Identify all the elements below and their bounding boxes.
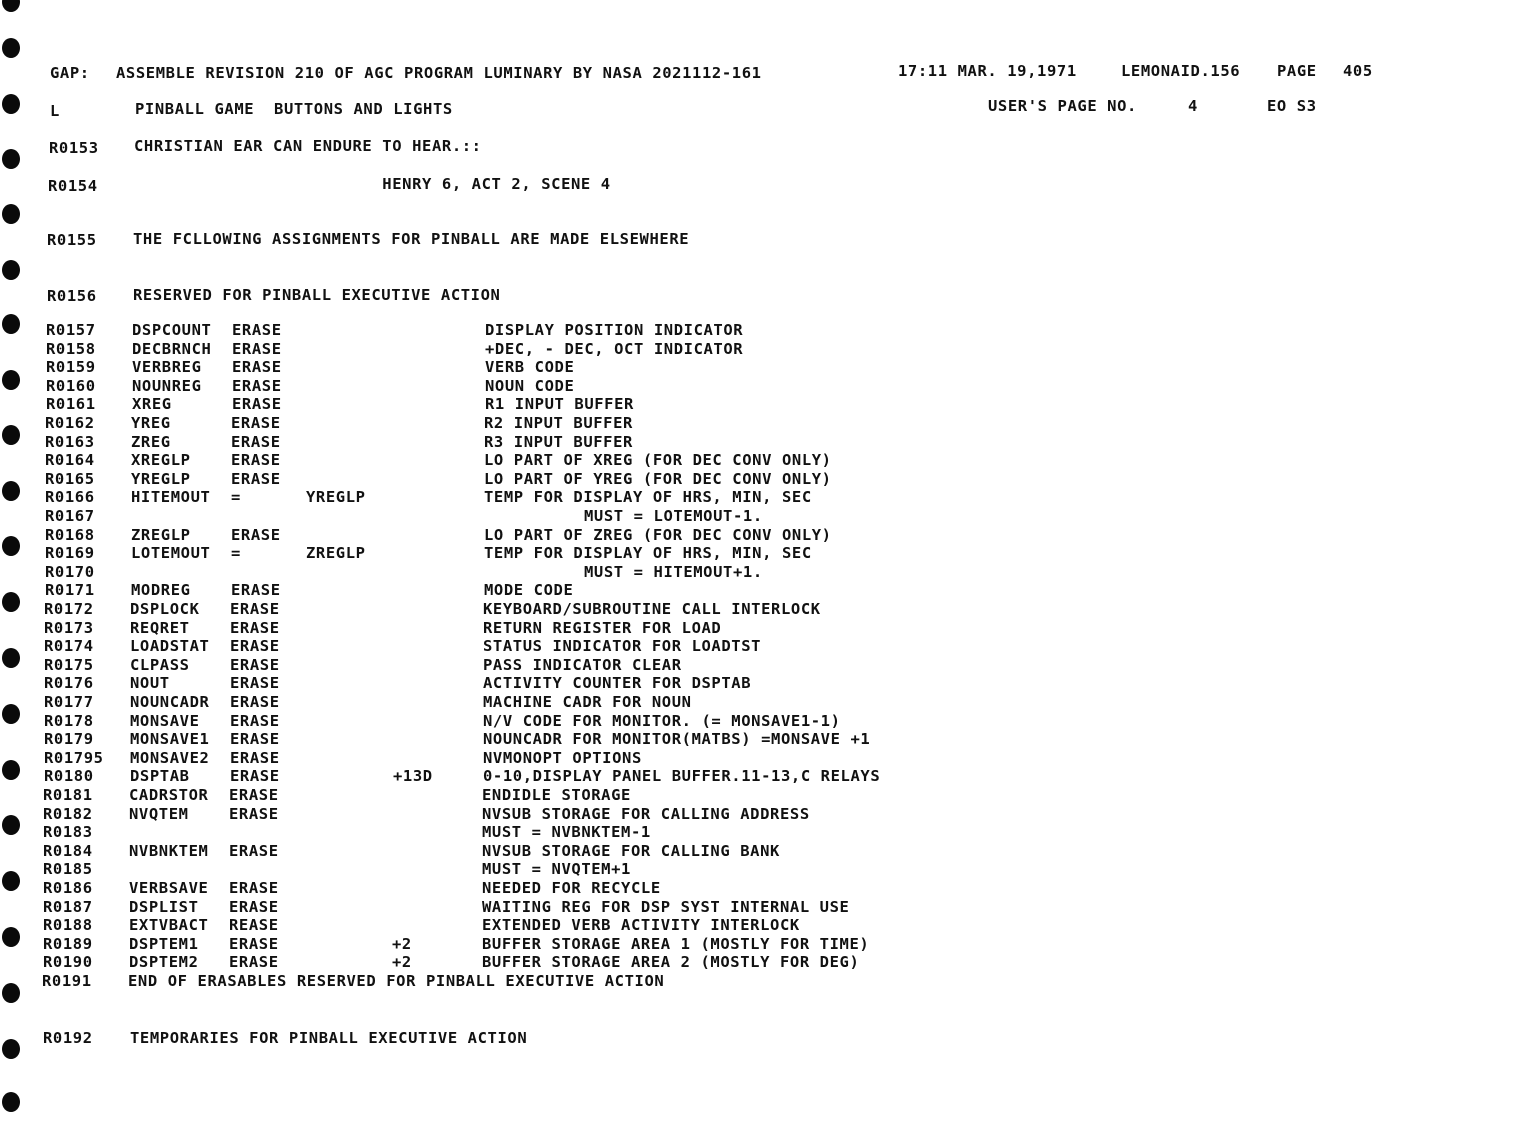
row-comment: MUST = NVQTEM+1 xyxy=(482,860,631,879)
header-log-letter: L xyxy=(50,102,60,120)
row-op: ERASE xyxy=(229,897,279,916)
row-label: NOUNREG xyxy=(132,376,202,395)
row-seq: R0166 xyxy=(45,488,95,507)
row-label: YREGLP xyxy=(131,469,191,488)
row-label: NOUNCADR xyxy=(130,693,210,711)
header-eo: EO S3 xyxy=(1267,97,1317,115)
row-comment: KEYBOARD/SUBROUTINE CALL INTERLOCK xyxy=(483,600,821,618)
header-file: LEMONAID.156 xyxy=(1121,62,1241,80)
row-seq: R0161 xyxy=(46,395,96,414)
row-comment: TEMP FOR DISPLAY OF HRS, MIN, SEC xyxy=(484,544,812,563)
tractor-feed-hole xyxy=(2,648,20,668)
row-comment: ENDIDLE STORAGE xyxy=(482,786,631,804)
row-seq: R0158 xyxy=(46,339,96,358)
intro-text: HENRY 6, ACT 2, SCENE 4 xyxy=(134,175,611,193)
row-comment: BUFFER STORAGE AREA 1 (MOSTLY FOR TIME) xyxy=(482,934,870,953)
row-seq: R0191 xyxy=(42,972,92,990)
tractor-feed-hole xyxy=(2,983,20,1003)
row-seq: R0181 xyxy=(43,786,93,804)
row-op: ERASE xyxy=(229,934,279,953)
row-seq: R0171 xyxy=(45,581,95,600)
row-label: EXTVBACT xyxy=(129,916,209,935)
row-label: LOADSTAT xyxy=(130,637,210,656)
tractor-feed-hole xyxy=(2,0,20,12)
row-seq: R0186 xyxy=(43,879,93,897)
row-op: ERASE xyxy=(232,321,282,339)
tractor-feed-hole xyxy=(2,425,20,445)
row-op: ERASE xyxy=(230,655,280,674)
row-seq: R0189 xyxy=(43,934,93,953)
row-comment: BUFFER STORAGE AREA 2 (MOSTLY FOR DEG) xyxy=(482,953,860,972)
row-label: NOUT xyxy=(130,674,170,693)
row-op: ERASE xyxy=(230,767,280,786)
tractor-feed-hole xyxy=(2,481,20,501)
row-seq: R0188 xyxy=(43,916,93,935)
row-seq: R01795 xyxy=(44,748,104,767)
row-op: ERASE xyxy=(230,748,280,767)
row-seq: R0185 xyxy=(43,860,93,879)
row-seq: R0178 xyxy=(44,711,94,730)
row-op: ERASE xyxy=(230,730,280,749)
row-comment: LO PART OF ZREG (FOR DEC CONV ONLY) xyxy=(484,525,832,544)
row-comment: LO PART OF XREG (FOR DEC CONV ONLY) xyxy=(484,451,832,470)
tractor-feed-hole xyxy=(2,815,20,835)
tractor-feed-hole xyxy=(2,760,20,780)
row-seq: R0174 xyxy=(44,637,94,656)
tractor-feed-hole xyxy=(2,94,20,114)
row-comment: MACHINE CADR FOR NOUN xyxy=(483,693,692,711)
row-comment: R3 INPUT BUFFER xyxy=(484,432,633,451)
row-op: ERASE xyxy=(230,711,280,730)
intro-seq: R0155 xyxy=(47,231,97,249)
tractor-feed-hole xyxy=(2,1039,20,1059)
tractor-feed-hole xyxy=(2,536,20,556)
row-seq: R0164 xyxy=(45,451,95,470)
row-seq: R0169 xyxy=(45,544,95,563)
row-label: DSPLIST xyxy=(129,897,199,916)
row-seq: R0167 xyxy=(45,507,95,525)
row-label: REQRET xyxy=(130,618,190,637)
tractor-feed-hole xyxy=(2,592,20,612)
row-comment: NVSUB STORAGE FOR CALLING ADDRESS xyxy=(482,804,810,823)
row-comment-continued: MUST = HITEMOUT+1. xyxy=(584,562,763,581)
row-comment: NVSUB STORAGE FOR CALLING BANK xyxy=(482,841,780,860)
row-op: ERASE xyxy=(230,600,280,618)
row-count: +2 xyxy=(392,953,412,972)
intro-seq: R0154 xyxy=(48,177,98,195)
row-op: ERASE xyxy=(231,414,281,432)
row-seq: R0172 xyxy=(44,600,94,618)
tractor-feed-hole xyxy=(2,149,20,169)
row-label: NVBNKTEM xyxy=(129,841,209,860)
tractor-feed-hole xyxy=(2,260,20,280)
header-users-page-number: 4 xyxy=(1188,97,1198,115)
header-page-label: PAGE xyxy=(1277,62,1317,80)
row-comment: VERB CODE xyxy=(485,358,575,377)
header-page-number: 405 xyxy=(1343,62,1373,80)
row-op: ERASE xyxy=(229,953,279,972)
outro-text: TEMPORARIES FOR PINBALL EXECUTIVE ACTION xyxy=(130,1029,528,1047)
row-comment: DISPLAY POSITION INDICATOR xyxy=(485,321,744,339)
row-comment: NOUN CODE xyxy=(485,376,575,395)
row-seq: R0173 xyxy=(44,618,94,637)
intro-text: CHRISTIAN EAR CAN ENDURE TO HEAR.:: xyxy=(134,137,482,155)
row-op: ERASE xyxy=(230,674,280,693)
row-seq: R0162 xyxy=(45,414,95,432)
row-comment-continued: MUST = LOTEMOUT-1. xyxy=(584,507,763,525)
row-op: ERASE xyxy=(231,451,281,470)
row-seq: R0177 xyxy=(44,693,94,711)
row-label: NVQTEM xyxy=(129,804,189,823)
intro-text: RESERVED FOR PINBALL EXECUTIVE ACTION xyxy=(133,286,501,304)
row-seq: R0163 xyxy=(45,432,95,451)
row-arg: ZREGLP xyxy=(306,544,366,563)
intro-text: THE FCLLOWING ASSIGNMENTS FOR PINBALL ARE MADE ELSEWHERE xyxy=(133,230,690,248)
tractor-feed-hole xyxy=(2,204,20,224)
row-op: ERASE xyxy=(231,432,281,451)
row-label: YREG xyxy=(131,414,171,432)
row-comment: 0-10,DISPLAY PANEL BUFFER.11-13,C RELAYS xyxy=(483,767,881,786)
tractor-feed-hole xyxy=(2,927,20,947)
row-op: ERASE xyxy=(232,376,282,395)
header-datetime: 17:11 MAR. 19,1971 xyxy=(898,62,1077,80)
row-label: DSPTAB xyxy=(130,767,190,786)
row-label: XREGLP xyxy=(131,451,191,470)
row-op: ERASE xyxy=(231,525,281,544)
row-comment: ACTIVITY COUNTER FOR DSPTAB xyxy=(483,674,752,693)
row-op: = xyxy=(231,544,241,563)
row-comment: +DEC, - DEC, OCT INDICATOR xyxy=(485,339,744,358)
row-comment: NOUNCADR FOR MONITOR(MATBS) =MONSAVE +1 xyxy=(483,730,871,749)
row-op: ERASE xyxy=(231,469,281,488)
row-seq: R0159 xyxy=(46,358,96,377)
row-label: ZREGLP xyxy=(131,525,191,544)
row-op: ERASE xyxy=(232,358,282,377)
row-comment: MUST = NVBNKTEM-1 xyxy=(482,823,651,842)
tractor-feed-hole xyxy=(2,38,20,58)
row-label: CLPASS xyxy=(130,655,190,674)
row-seq: R0187 xyxy=(43,897,93,916)
row-seq: R0184 xyxy=(43,841,93,860)
row-seq: R0175 xyxy=(44,655,94,674)
row-op: ERASE xyxy=(229,879,279,897)
intro-seq: R0153 xyxy=(49,139,99,157)
row-op: ERASE xyxy=(230,693,280,711)
row-seq: R0182 xyxy=(43,804,93,823)
row-label: VERBREG xyxy=(132,358,202,377)
row-label: VERBSAVE xyxy=(129,879,209,897)
row-label: DSPCOUNT xyxy=(132,321,212,339)
row-comment: TEMP FOR DISPLAY OF HRS, MIN, SEC xyxy=(484,488,812,507)
row-comment: R2 INPUT BUFFER xyxy=(484,414,633,432)
row-op: ERASE xyxy=(231,581,281,600)
row-count: +13D xyxy=(393,767,433,786)
row-comment: N/V CODE FOR MONITOR. (= MONSAVE1-1) xyxy=(483,711,841,730)
row-label: DSPTEM1 xyxy=(129,934,199,953)
row-label: CADRSTOR xyxy=(129,786,209,804)
row-comment: STATUS INDICATOR FOR LOADTST xyxy=(483,637,762,656)
intro-seq: R0156 xyxy=(47,287,97,305)
row-label: MODREG xyxy=(131,581,191,600)
row-label: ZREG xyxy=(131,432,171,451)
row-op: ERASE xyxy=(230,618,280,637)
row-comment: LO PART OF YREG (FOR DEC CONV ONLY) xyxy=(484,469,832,488)
row-seq: R0179 xyxy=(44,730,94,749)
row-label: MONSAVE xyxy=(130,711,200,730)
tractor-feed-hole xyxy=(2,704,20,724)
row-comment: PASS INDICATOR CLEAR xyxy=(483,655,682,674)
row-comment: EXTENDED VERB ACTIVITY INTERLOCK xyxy=(482,916,800,935)
tractor-feed-hole xyxy=(2,1092,20,1112)
row-comment: NEEDED FOR RECYCLE xyxy=(482,879,661,897)
row-seq: R0157 xyxy=(46,321,96,339)
row-op: ERASE xyxy=(232,395,282,414)
row-seq: R0170 xyxy=(45,562,95,581)
row-label: MONSAVE2 xyxy=(130,748,210,767)
row-label: DECBRNCH xyxy=(132,339,212,358)
row-label: HITEMOUT xyxy=(131,488,211,507)
row-arg: YREGLP xyxy=(306,488,366,507)
row-label: LOTEMOUT xyxy=(131,544,211,563)
tractor-feed-hole xyxy=(2,871,20,891)
row-label: END OF ERASABLES RESERVED FOR PINBALL EXECUTIVE ACTION xyxy=(128,972,665,990)
row-op: ERASE xyxy=(230,637,280,656)
header-gap-label: GAP: xyxy=(50,64,90,82)
row-comment: NVMONOPT OPTIONS xyxy=(483,748,642,767)
row-op: ERASE xyxy=(229,786,279,804)
row-seq: R0165 xyxy=(45,469,95,488)
row-label: DSPLOCK xyxy=(130,600,200,618)
header-assemble: ASSEMBLE REVISION 210 OF AGC PROGRAM LUMINARY BY NASA 2021112-161 xyxy=(116,64,762,82)
row-seq: R0168 xyxy=(45,525,95,544)
row-label: DSPTEM2 xyxy=(129,953,199,972)
row-op: REASE xyxy=(229,916,279,935)
row-comment: WAITING REG FOR DSP SYST INTERNAL USE xyxy=(482,897,850,916)
outro-seq: R0192 xyxy=(43,1029,93,1047)
row-comment: RETURN REGISTER FOR LOAD xyxy=(483,618,722,637)
tractor-feed-hole xyxy=(2,370,20,390)
row-seq: R0190 xyxy=(43,953,93,972)
row-seq: R0160 xyxy=(46,376,96,395)
row-op: ERASE xyxy=(232,339,282,358)
row-seq: R0180 xyxy=(44,767,94,786)
tractor-feed-hole xyxy=(2,314,20,334)
row-comment: R1 INPUT BUFFER xyxy=(485,395,634,414)
row-op: ERASE xyxy=(229,804,279,823)
row-count: +2 xyxy=(392,934,412,953)
header-title: PINBALL GAME BUTTONS AND LIGHTS xyxy=(135,100,453,118)
row-label: MONSAVE1 xyxy=(130,730,210,749)
row-op: = xyxy=(231,488,241,507)
header-users-page-label: USER'S PAGE NO. xyxy=(988,97,1137,115)
row-label: XREG xyxy=(132,395,172,414)
row-comment: MODE CODE xyxy=(484,581,574,600)
row-seq: R0183 xyxy=(43,823,93,842)
row-op: ERASE xyxy=(229,841,279,860)
row-seq: R0176 xyxy=(44,674,94,693)
